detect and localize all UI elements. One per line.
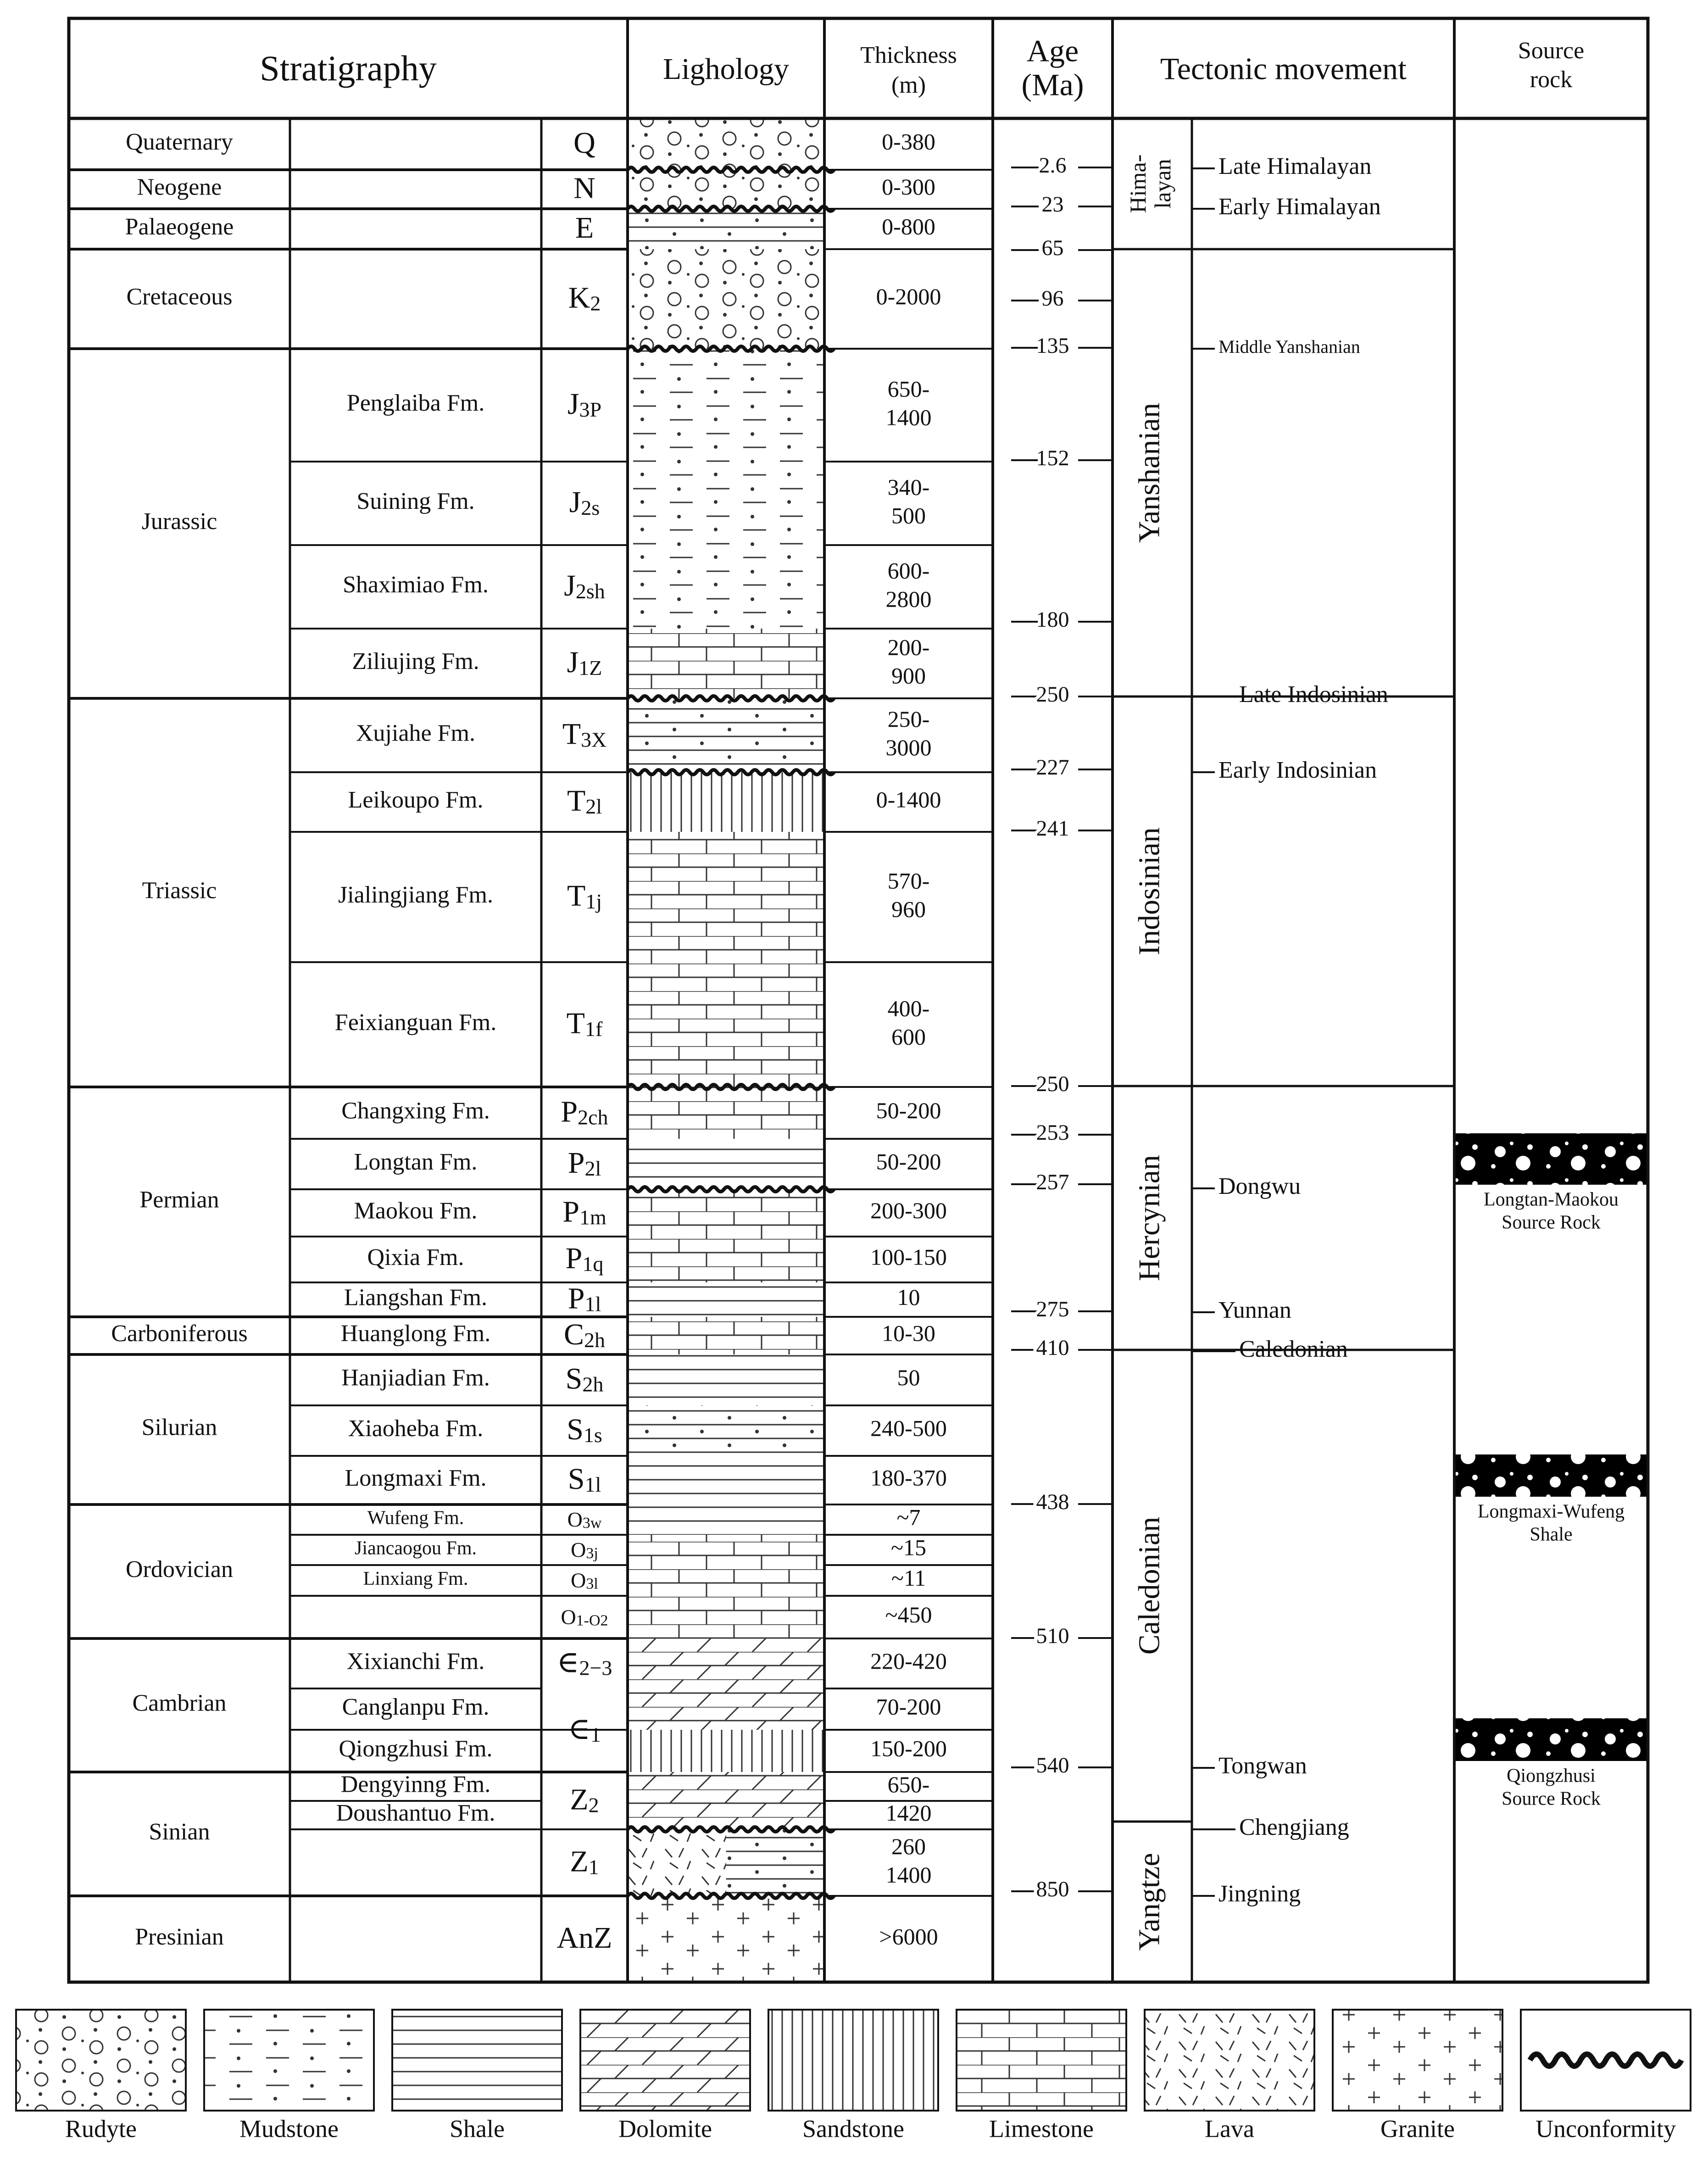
stratum-code-sub: 1m — [579, 1205, 606, 1229]
formation-label: Linxiang Fm. — [363, 1568, 468, 1590]
age-value: 438 — [1036, 1490, 1069, 1515]
stratum-code-sub: 1s — [583, 1423, 602, 1447]
source-rock-band — [1454, 1718, 1648, 1761]
formation-label: Shaximiao Fm. — [343, 571, 489, 598]
stratum-code — [567, 646, 602, 679]
formation-label: Qixia Fm. — [367, 1244, 464, 1270]
stratum-code-main: Z — [570, 1783, 589, 1817]
tectonic-cycle-label: Hercynian — [1132, 1155, 1166, 1281]
thickness-value: 70-200 — [876, 1694, 941, 1720]
thickness-value: ~11 — [891, 1565, 926, 1591]
formation-label: Xiaoheba Fm. — [348, 1415, 484, 1442]
tectonic-header: Tectonic movement — [1160, 51, 1407, 86]
stratum-code-sub: 2l — [584, 1156, 601, 1180]
thickness-value: >6000 — [879, 1923, 938, 1950]
legend-swatch — [580, 2010, 750, 2111]
tectonic-event-label: Late Himalayan — [1218, 153, 1372, 179]
thickness-value: 180-370 — [870, 1465, 947, 1491]
system-label: Quaternary — [126, 128, 233, 155]
stratum-code-main: J — [567, 646, 579, 680]
source-rock-band — [1454, 1133, 1648, 1185]
stratum-code-sub: 1f — [585, 1017, 603, 1041]
tectonic-event-label: Caledonian — [1239, 1336, 1348, 1362]
lithology-fill — [628, 772, 824, 832]
legend-swatch — [392, 2010, 562, 2111]
lithology-fill — [628, 462, 824, 545]
stratum-code-sub: 2l — [585, 794, 602, 818]
stratum-code-sub: 1l — [584, 1472, 601, 1496]
thickness-value-2: 600 — [891, 1024, 926, 1050]
age-value: 96 — [1041, 286, 1064, 311]
stratum-code-sub: 2ch — [578, 1105, 608, 1129]
thickness-value-2: 2800 — [885, 586, 932, 612]
stratum-code-sub: 1 — [590, 1722, 601, 1746]
thickness-value: 250- — [887, 706, 930, 732]
source-rock-label: Longmaxi-Wufeng — [1477, 1501, 1625, 1522]
thickness-value: 200-300 — [870, 1197, 947, 1223]
stratum-code — [562, 1195, 606, 1229]
thickness-unit-header: (m) — [891, 72, 926, 98]
stratum-code-main: P — [561, 1095, 578, 1129]
stratum-code — [571, 1568, 598, 1592]
system-label: Ordovician — [126, 1556, 233, 1582]
formation-label: Longtan Fm. — [354, 1148, 478, 1175]
stratum-code — [566, 1362, 604, 1396]
lithology-fill — [628, 1237, 824, 1282]
stratum-code-main: J — [564, 569, 576, 603]
tectonic-cycle-label: Yanshanian — [1132, 403, 1166, 543]
formation-label: Suining Fm. — [356, 488, 475, 514]
stratum-code — [557, 1921, 612, 1955]
lithology-fill — [628, 118, 824, 170]
stratum-code-sub: 2h — [582, 1372, 604, 1396]
stratum-code-main: ∈ — [568, 1712, 590, 1746]
tectonic-event-label: Yunnan — [1218, 1297, 1291, 1323]
legend-label: Limestone — [989, 2115, 1094, 2143]
lithology-fill — [628, 1565, 824, 1596]
tectonic-cycle-label: Caledonian — [1132, 1516, 1166, 1655]
tectonic-cycle-label: Hima- — [1124, 154, 1151, 213]
source-rock-label-2: Source Rock — [1502, 1212, 1601, 1233]
lithology-fill — [628, 209, 824, 249]
stratum-code — [561, 1605, 608, 1629]
system-label: Sinian — [149, 1818, 210, 1845]
stratum-code — [566, 1242, 604, 1275]
thickness-value: 0-800 — [882, 213, 935, 240]
stratum-code — [561, 1095, 608, 1129]
stratum-code-main: Z — [570, 1844, 589, 1878]
thickness-value: ~450 — [885, 1601, 932, 1627]
formation-label: Maokou Fm. — [354, 1198, 478, 1224]
age-unit-header: (Ma) — [1021, 67, 1084, 102]
system-label: Permian — [139, 1187, 219, 1213]
stratum-code-main: T — [562, 717, 581, 751]
stratum-code-sub: 1 — [588, 1855, 599, 1879]
lithology-fill — [628, 1896, 824, 1982]
formation-label: Ziliujing Fm. — [352, 648, 479, 674]
lithology-fill — [628, 1801, 824, 1829]
source-rock-header-2: rock — [1530, 66, 1573, 93]
thickness-value: ~7 — [896, 1504, 921, 1530]
lithology-header: Lighology — [663, 52, 789, 86]
stratum-code-main: T — [567, 784, 586, 818]
age-value: 23 — [1041, 192, 1064, 217]
formation-label: Feixianguan Fm. — [334, 1009, 497, 1036]
stratum-code-main: P — [567, 1146, 585, 1180]
system-label: Carboniferous — [111, 1320, 248, 1347]
stratum-code — [569, 485, 600, 519]
stratum-code-main: AnZ — [556, 1921, 612, 1955]
stratum-code — [568, 1462, 601, 1496]
thickness-value: 0-2000 — [876, 283, 941, 309]
stratum-code — [568, 1712, 601, 1746]
lithology-lava-fill — [628, 1829, 726, 1896]
stratum-code-sub: 1q — [582, 1252, 604, 1276]
stratum-code — [575, 211, 594, 245]
tectonic-event-label: Middle Yanshanian — [1218, 336, 1360, 357]
formation-label: Xixianchi Fm. — [346, 1648, 485, 1675]
formation-label: Wufeng Fm. — [367, 1507, 464, 1529]
age-value: 152 — [1036, 446, 1069, 471]
thickness-value: 100-150 — [870, 1244, 947, 1270]
thickness-value: 10-30 — [882, 1320, 935, 1346]
lithology-fill — [628, 1504, 824, 1535]
stratum-code-sub: 1l — [584, 1292, 601, 1316]
tectonic-cycle-label: Yangtze — [1132, 1853, 1166, 1951]
stratum-code — [567, 387, 601, 421]
thickness-value: 0-1400 — [876, 786, 941, 813]
thickness-header: Thickness — [860, 42, 957, 68]
tectonic-event-label: Early Indosinian — [1218, 757, 1377, 783]
thickness-value: 650- — [887, 1771, 930, 1797]
stratum-code — [562, 718, 607, 751]
formation-label: Penglaiba Fm. — [346, 390, 485, 416]
stratum-code-main: O — [571, 1538, 586, 1561]
stratum-code-main: S — [565, 1362, 583, 1396]
thickness-value-2: 900 — [891, 663, 926, 689]
legend-label: Unconformity — [1536, 2115, 1676, 2143]
lithology-fill — [628, 1282, 824, 1317]
formation-label: Qiongzhusi Fm. — [339, 1735, 493, 1762]
thickness-value: 50-200 — [876, 1148, 941, 1175]
lithology-fill — [628, 1354, 824, 1405]
legend-label: Shale — [450, 2115, 505, 2143]
stratum-code-main: J — [569, 485, 581, 519]
stratum-code — [567, 879, 602, 913]
stratum-code-main: O — [561, 1605, 576, 1629]
stratum-code-sub: 2 — [590, 291, 601, 315]
thickness-value-2: 1400 — [885, 1861, 932, 1888]
thickness-value: 220-420 — [870, 1648, 947, 1674]
thickness-value-2: 3000 — [885, 734, 932, 760]
tectonic-cycle-label: Indosinian — [1132, 827, 1166, 955]
age-value: 540 — [1036, 1753, 1069, 1778]
stratum-code — [567, 1508, 602, 1532]
stratum-code-sub: 2sh — [575, 579, 605, 603]
legend-swatch — [957, 2010, 1126, 2111]
age-value: 275 — [1036, 1297, 1069, 1322]
formation-label: Canglanpu Fm. — [342, 1694, 490, 1720]
age-header: Age — [1026, 33, 1079, 68]
stratum-code-sub: 2−3 — [579, 1656, 612, 1680]
age-value: 250 — [1036, 1072, 1069, 1097]
stratum-code — [564, 1318, 605, 1351]
lithology-fill — [628, 1535, 824, 1565]
system-label: Jurassic — [141, 508, 217, 535]
stratum-code — [568, 1146, 601, 1180]
lithology-fill — [628, 1139, 824, 1189]
lithology-fill — [628, 1772, 824, 1801]
legend-label: Lava — [1205, 2115, 1254, 2143]
lithology-fill — [628, 349, 824, 462]
stratum-code-sub: 2s — [581, 496, 600, 519]
system-label: Cambrian — [132, 1690, 227, 1716]
stratum-code — [568, 1282, 601, 1315]
stratum-code-sub: 2h — [584, 1328, 606, 1352]
thickness-value: 50-200 — [876, 1097, 941, 1123]
source-rock-label-2: Source Rock — [1502, 1788, 1601, 1810]
age-value: 135 — [1036, 334, 1069, 358]
stratum-code — [568, 281, 601, 315]
lithology-fill — [628, 832, 824, 962]
stratum-code-sub: 3l — [586, 1575, 598, 1593]
lithology-fill — [628, 1189, 824, 1237]
stratum-code-main: T — [567, 879, 586, 913]
legend-swatch — [16, 2010, 186, 2111]
legend-label: Dolomite — [618, 2115, 712, 2143]
stratigraphy-header: Stratigraphy — [260, 48, 437, 88]
lithology-sand-fill — [726, 1829, 825, 1896]
legend-label: Sandstone — [802, 2115, 904, 2143]
stratum-code-sub: 1j — [585, 889, 602, 913]
tectonic-event-label: Dongwu — [1218, 1173, 1301, 1199]
thickness-value: 400- — [887, 995, 930, 1021]
system-label: Neogene — [137, 174, 222, 201]
stratum-code-main: P — [565, 1242, 583, 1276]
lithology-fill — [628, 1596, 824, 1638]
age-value: 241 — [1036, 816, 1069, 841]
age-value: 180 — [1036, 607, 1069, 632]
system-label: Silurian — [141, 1414, 217, 1441]
stratum-code-sub: 1-O2 — [576, 1612, 608, 1629]
system-label: Presinian — [135, 1923, 224, 1950]
stratum-code-main: O — [567, 1507, 583, 1531]
thickness-value: 0-380 — [882, 128, 935, 155]
age-value: 253 — [1036, 1120, 1069, 1145]
stratum-code-sub: 3X — [581, 728, 607, 752]
lithology-fill — [628, 249, 824, 349]
lithology-fill — [628, 1638, 824, 1688]
thickness-value: 240-500 — [870, 1415, 947, 1441]
lithology-fill — [628, 629, 824, 698]
stratum-code-sub: 3w — [582, 1514, 602, 1532]
stratum-code — [564, 569, 605, 602]
stratum-code-main: J — [567, 387, 579, 421]
formation-label: Hanjiadian Fm. — [341, 1365, 490, 1391]
stratum-code — [567, 1007, 603, 1040]
tectonic-event-label: Early Himalayan — [1218, 193, 1381, 220]
tectonic-event-label: Chengjiang — [1239, 1814, 1349, 1840]
source-rock-header: Source — [1518, 37, 1585, 64]
lithology-fill — [628, 1688, 824, 1730]
thickness-value: 340- — [887, 474, 930, 500]
age-value: 250 — [1036, 682, 1069, 707]
thickness-value: 150-200 — [870, 1735, 947, 1761]
thickness-value: 570- — [887, 868, 930, 894]
formation-label: Xujiahe Fm. — [356, 720, 475, 747]
thickness-value-2: 500 — [891, 502, 926, 529]
legend-label: Mudstone — [239, 2115, 339, 2143]
legend-swatch — [1145, 2010, 1314, 2111]
stratum-code-sub: 1Z — [579, 656, 602, 680]
stratum-code-main: C — [563, 1318, 584, 1352]
stratum-code-sub: 3P — [579, 397, 602, 421]
stratum-code — [573, 126, 595, 160]
stratum-code — [567, 784, 602, 818]
formation-label: Longmaxi Fm. — [345, 1465, 487, 1491]
system-label: Palaeogene — [125, 213, 234, 240]
lithology-fill — [628, 962, 824, 1087]
stratum-code — [557, 1646, 612, 1679]
age-value: 410 — [1036, 1336, 1069, 1360]
thickness-value: ~15 — [890, 1534, 927, 1560]
stratum-code — [567, 1413, 602, 1446]
thickness-value-2: 1400 — [885, 404, 932, 430]
thickness-value-2: 960 — [891, 896, 926, 922]
tectonic-event-label: Jingning — [1218, 1880, 1301, 1907]
formation-label: Doushantuo Fm. — [336, 1800, 495, 1826]
stratum-code-main: O — [571, 1568, 586, 1592]
formation-label: Jiancaogou Fm. — [355, 1538, 477, 1559]
tectonic-event-label: Tongwan — [1218, 1752, 1307, 1779]
stratum-code — [570, 1783, 599, 1817]
source-rock-band — [1454, 1454, 1648, 1497]
lithology-fill — [628, 1087, 824, 1139]
thickness-value: 10 — [897, 1284, 920, 1310]
formation-label: Jialingjiang Fm. — [338, 881, 493, 908]
age-value: 510 — [1036, 1624, 1069, 1649]
source-rock-label-2: Shale — [1530, 1524, 1573, 1545]
system-label: Triassic — [142, 877, 217, 904]
stratum-code-main: S — [567, 1462, 585, 1496]
lithology-fill — [628, 545, 824, 629]
stratum-code-main: P — [562, 1195, 579, 1229]
stratum-code — [571, 1538, 598, 1562]
stratum-code — [573, 172, 595, 205]
thickness-value: 260 — [891, 1833, 926, 1859]
age-value: 850 — [1036, 1877, 1069, 1902]
source-rock-label: Qiongzhusi — [1507, 1765, 1596, 1787]
thickness-value: 600- — [887, 557, 930, 584]
stratum-code-main: S — [567, 1413, 584, 1447]
stratum-code-main: P — [567, 1282, 585, 1315]
formation-label: Huanglong Fm. — [340, 1320, 491, 1347]
lithology-fill — [628, 1317, 824, 1354]
formation-label: Liangshan Fm. — [344, 1284, 487, 1311]
age-value: 257 — [1036, 1170, 1069, 1195]
legend-swatch — [1333, 2010, 1502, 2111]
legend-swatch — [768, 2010, 938, 2111]
tectonic-event-label: Late Indosinian — [1239, 681, 1388, 708]
lithology-fill — [628, 1405, 824, 1456]
stratum-code-main: ∈ — [556, 1645, 579, 1679]
thickness-value: 50 — [897, 1364, 920, 1390]
tectonic-cycle-label-2: layan — [1149, 159, 1175, 209]
thickness-value: 0-300 — [882, 173, 935, 200]
lithology-fill — [628, 698, 824, 772]
stratum-code-main: E — [575, 211, 594, 245]
lithology-fill — [628, 170, 824, 209]
stratum-code-main: Q — [573, 126, 595, 160]
stratum-code-main: K — [568, 281, 590, 315]
source-rock-label: Longtan-Maokou — [1484, 1189, 1619, 1210]
stratum-code-main: N — [573, 171, 595, 205]
stratum-code-main: T — [566, 1007, 585, 1041]
lithology-fill — [628, 1456, 824, 1504]
lithology-fill — [628, 1730, 824, 1772]
age-value: 2.6 — [1039, 153, 1067, 178]
thickness-value: 650- — [887, 376, 930, 402]
system-label: Cretaceous — [126, 284, 233, 310]
age-value: 227 — [1036, 755, 1069, 780]
legend-label: Rudyte — [65, 2115, 137, 2143]
stratum-code-sub: 2 — [588, 1793, 599, 1817]
formation-label: Leikoupo Fm. — [348, 786, 484, 813]
legend-label: Granite — [1380, 2115, 1455, 2143]
formation-label: Dengyinng Fm. — [340, 1771, 491, 1798]
legend-swatch — [204, 2010, 374, 2111]
thickness-value: 200- — [887, 634, 930, 660]
stratum-code-sub: 3j — [586, 1544, 598, 1562]
formation-label: Changxing Fm. — [341, 1098, 490, 1124]
stratum-code — [570, 1845, 599, 1878]
thickness-value-2: 1420 — [885, 1800, 932, 1826]
age-value: 65 — [1041, 236, 1064, 261]
